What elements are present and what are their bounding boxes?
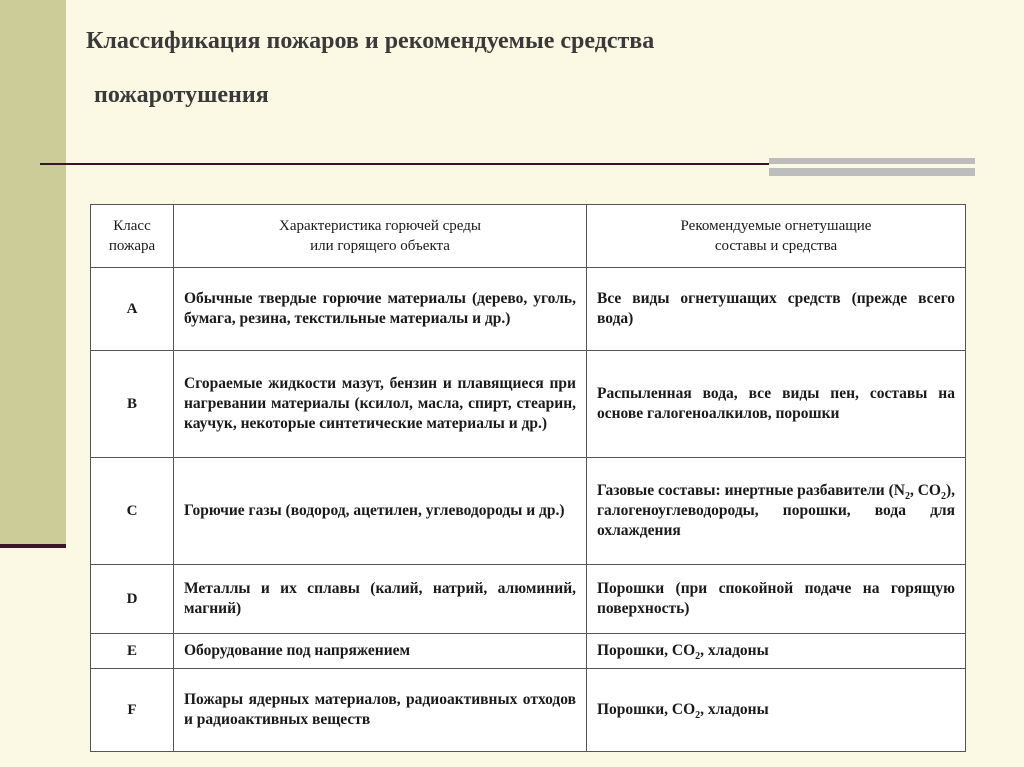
- fire-class-cell: E: [91, 634, 174, 669]
- rec-text-b: , CO: [909, 482, 941, 499]
- rec-text-a: Газовые составы: инертные разбавители (N: [597, 482, 905, 499]
- title-divider-accent: [769, 158, 975, 176]
- characteristic-cell: Оборудование под напряжением: [174, 634, 587, 669]
- characteristic-cell: Сгораемые жидкости мазут, бензин и плавящиеся при нагревании материалы (ксилол, масла, спирт, стеарин, каучук, некоторые синтетические материалы и др.): [174, 351, 587, 458]
- page-title: [86, 26, 966, 110]
- characteristic-cell: Металлы и их сплавы (калий, натрий, алюминий, магний): [174, 565, 587, 634]
- header-rec-line1: Рекомендуемые огнетушащие: [680, 218, 872, 234]
- table-row: [91, 634, 966, 669]
- fire-class-cell: F: [91, 669, 174, 752]
- header-char-line2: или горящего объекта: [310, 238, 450, 254]
- characteristic-cell: Горючие газы (водород, ацетилен, углеводороды и др.): [174, 458, 587, 565]
- table-row: [91, 458, 966, 565]
- table-row: [91, 669, 966, 752]
- recommended-cell: [587, 669, 966, 752]
- fire-class-cell: C: [91, 458, 174, 565]
- left-decor-line: [0, 544, 66, 548]
- table-row: [91, 268, 966, 351]
- title-line-1: Классификация пожаров и рекомендуемые средства: [86, 28, 655, 54]
- rec-text-a: Порошки, CO: [597, 701, 696, 718]
- header-char-line1: Характеристика горючей среды: [279, 218, 481, 234]
- rec-subscript-co2: 2: [695, 710, 701, 722]
- table-header-row: [91, 205, 966, 268]
- header-recommended: [587, 205, 966, 268]
- recommended-cell: Порошки (при спокойной подаче на горящую поверхность): [587, 565, 966, 634]
- recommended-cell: Распыленная вода, все виды пен, составы на основе галогеноалкилов, порошки: [587, 351, 966, 458]
- header-characteristic: [174, 205, 587, 268]
- rec-subscript-co2: 2: [695, 651, 701, 663]
- table-row: [91, 565, 966, 634]
- table-row: [91, 351, 966, 458]
- fire-class-cell: A: [91, 268, 174, 351]
- header-class: [91, 205, 174, 268]
- recommended-cell: [587, 458, 966, 565]
- characteristic-cell: Пожары ядерных материалов, радиоактивных отходов и радиоактивных веществ: [174, 669, 587, 752]
- left-decor-band: [0, 0, 66, 544]
- header-class-line2: пожара: [108, 238, 156, 254]
- recommended-cell: Все виды огнетушащих средств (прежде всего вода): [587, 268, 966, 351]
- recommended-cell: [587, 634, 966, 669]
- rec-text-b: , хладоны: [700, 701, 769, 718]
- fire-class-cell: B: [91, 351, 174, 458]
- characteristic-cell: Обычные твердые горючие материалы (дерево, уголь, бумага, резина, текстильные материалы и др.): [174, 268, 587, 351]
- fire-classification-table: [90, 204, 966, 752]
- rec-text-b: , хладоны: [700, 642, 769, 659]
- title-line-2: пожаротушения: [94, 82, 269, 108]
- rec-text-c: ), галогеноуглеводороды, порошки, вода для охлаждения: [597, 482, 956, 539]
- header-rec-line2: составы и средства: [714, 238, 838, 254]
- header-class-line1: Класс: [113, 218, 151, 234]
- rec-text-a: Порошки, CO: [597, 642, 696, 659]
- fire-class-cell: D: [91, 565, 174, 634]
- rec-subscript-co2: 2: [940, 491, 946, 503]
- rec-subscript-n2: 2: [904, 491, 910, 503]
